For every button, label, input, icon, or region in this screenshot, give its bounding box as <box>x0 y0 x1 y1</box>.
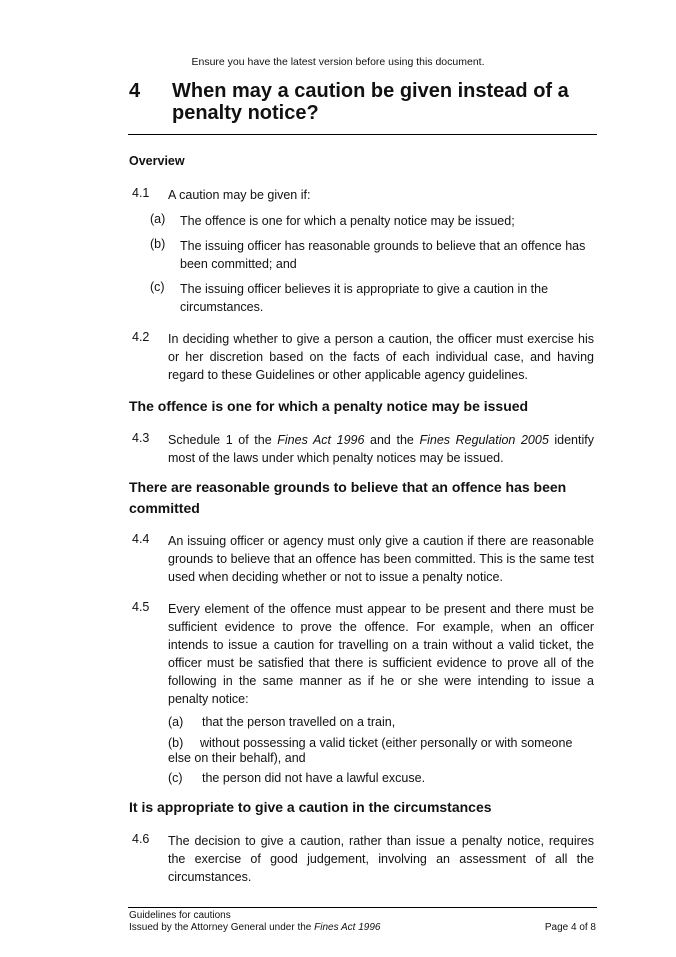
para-4-5-number: 4.5 <box>132 600 150 614</box>
item-4-1-a-label: (a) <box>150 212 166 226</box>
chapter-title: When may a caution be given instead of a penalty notice? <box>172 80 569 124</box>
fines-act-ref: Fines Act 1996 <box>277 433 365 447</box>
item-4-1-a-text: The offence is one for which a penalty notice may be issued; <box>180 214 515 228</box>
para-4-3-text: Schedule 1 of the Fines Act 1996 and the Fines Regulation 2005 identify most of the laws under which penalty notices may be issued. <box>168 433 594 465</box>
footer-act-ref: Fines Act 1996 <box>314 922 381 933</box>
para-4-4-number: 4.4 <box>132 532 150 546</box>
item-4-1-c-text: The issuing officer believes it is appropriate to give a caution in the circumstances. <box>180 282 549 314</box>
footer-issued-by: Issued by the Attorney General under the Fines Act 1996 <box>129 922 381 933</box>
para-4-3-number: 4.3 <box>132 431 150 445</box>
item-4-1-c-label: (c) <box>150 280 165 294</box>
item-4-1-b-text: The issuing officer has reasonable grounds to believe that an offence has been committed; and <box>180 239 586 271</box>
version-note: Ensure you have the latest version before using this document. <box>191 56 485 68</box>
offence-heading: The offence is one for which a penalty notice may be issued <box>129 398 529 414</box>
para-4-5-text: Every element of the offence must appear to be present and there must be sufficient evidence to prove the offence. For example, when an officer intends to issue a caution for travelling on a train without a valid ticket, the officer must be satisfied that there is sufficient evidence to prove all of the following in the same manner as if he or she were intending to issue a penalty notice: <box>168 602 594 706</box>
footer-doc-title: Guidelines for cautions <box>129 910 231 921</box>
para-4-6-number: 4.6 <box>132 832 150 846</box>
chapter-number: 4 <box>129 80 141 102</box>
item-4-5-c: (c) the person did not have a lawful excuse. <box>168 771 426 785</box>
overview-heading: Overview <box>129 154 185 168</box>
para-4-1-intro: A caution may be given if: <box>168 188 311 202</box>
item-4-5-a: (a) that the person travelled on a train, <box>168 715 396 729</box>
appropriate-heading: It is appropriate to give a caution in the circumstances <box>129 799 492 815</box>
item-4-1-b-label: (b) <box>150 237 166 251</box>
para-4-1-number: 4.1 <box>132 186 150 200</box>
footer-page-number: Page 4 of 8 <box>544 922 596 933</box>
para-4-2-text: In deciding whether to give a person a caution, the officer must exercise his or her discretion based on the facts of each individual case, and having regard to these Guidelines or other applicable agency guidelines. <box>168 332 594 382</box>
para-4-4-text: An issuing officer or agency must only give a caution if there are reasonable grounds to believe that an offence has been committed. This is the same test used when deciding whether or not to issue a penalty notice. <box>168 534 594 584</box>
para-4-6-text: The decision to give a caution, rather than issue a penalty notice, requires the exercise of good judgement, involving an assessment of all the circumstances. <box>168 834 594 884</box>
title-rule <box>128 134 597 135</box>
para-4-2-number: 4.2 <box>132 330 150 344</box>
footer-rule <box>128 907 597 908</box>
fines-regulation-ref: Fines Regulation 2005 <box>419 433 549 447</box>
item-4-5-b: (b) without possessing a valid ticket (either personally or with someone else on their behalf), and <box>168 736 573 765</box>
grounds-heading: There are reasonable grounds to believe that an offence has been committed <box>129 479 567 516</box>
